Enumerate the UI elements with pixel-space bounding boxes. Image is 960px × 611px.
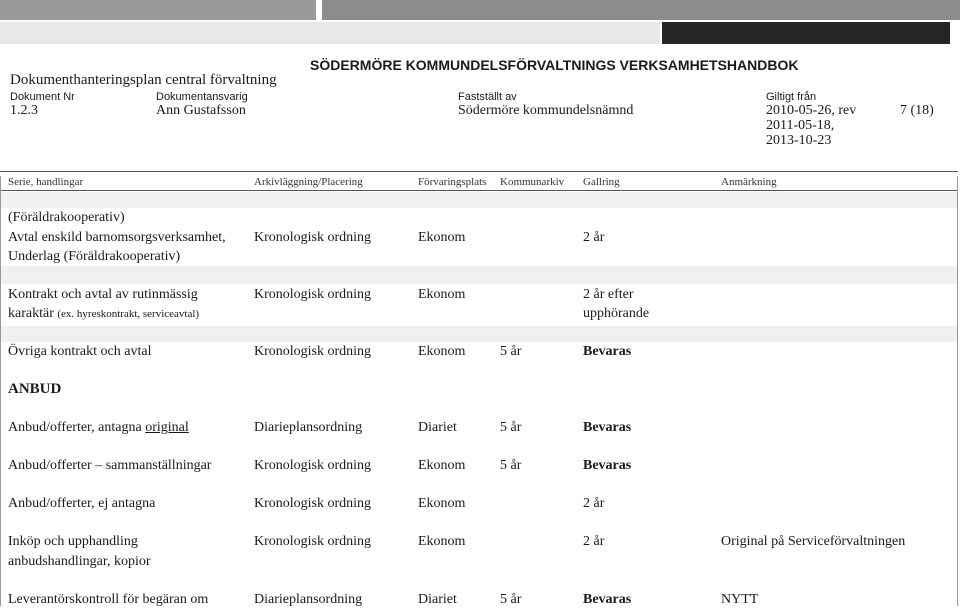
header-rule-top bbox=[0, 171, 958, 172]
doc-nr-label: Dokument Nr bbox=[10, 91, 75, 103]
row-series-line1: Kontrakt och avtal av rutinmässig bbox=[8, 287, 198, 302]
doc-title: Dokumenthanteringsplan central förvaltning bbox=[10, 72, 277, 88]
row-remark: Original på Serviceförvaltningen bbox=[721, 534, 906, 549]
row-filing: Kronologisk ordning bbox=[254, 344, 372, 359]
row-series: Övriga kontrakt och avtal bbox=[8, 344, 152, 359]
row-filing: Kronologisk ordning bbox=[254, 230, 372, 245]
org-title: SÖDERMÖRE KOMMUNDELSFÖRVALTNINGS VERKSAMHETSHANDBOK bbox=[310, 57, 799, 73]
row-storage: Diariet bbox=[418, 592, 457, 607]
col-header-remark: Anmärkning bbox=[721, 176, 777, 188]
row-archive: 5 år bbox=[500, 458, 522, 473]
row-disposal: Bevaras bbox=[583, 592, 632, 607]
valid-from-value-2: 2011-05-18, bbox=[766, 118, 835, 133]
valid-from-value-1: 2010-05-26, rev bbox=[766, 103, 857, 118]
row-disposal: 2 år bbox=[583, 230, 605, 245]
row-disposal: Bevaras bbox=[583, 344, 632, 359]
row-archive: 5 år bbox=[500, 420, 522, 435]
row-filing: Diarieplansordning bbox=[254, 592, 363, 607]
responsible-value: Ann Gustafsson bbox=[156, 103, 246, 118]
col-header-archive: Kommunarkiv bbox=[500, 176, 565, 188]
row-series-line2: anbudshandlingar, kopior bbox=[8, 554, 151, 569]
row-filing: Kronologisk ordning bbox=[254, 458, 372, 473]
top-bar-left bbox=[0, 0, 316, 20]
col-header-disposal: Gallring bbox=[583, 176, 620, 188]
doc-nr-value: 1.2.3 bbox=[10, 103, 38, 118]
table-edge-left bbox=[0, 176, 1, 606]
valid-from-value-3: 2013-10-23 bbox=[766, 133, 832, 148]
row-disposal-line2: upphörande bbox=[583, 306, 650, 321]
row-storage: Ekonom bbox=[418, 230, 466, 245]
row-band bbox=[0, 326, 958, 342]
row-archive: 5 år bbox=[500, 592, 522, 607]
row-band bbox=[0, 192, 958, 208]
row-disposal: Bevaras bbox=[583, 420, 632, 435]
row-disposal: 2 år bbox=[583, 496, 605, 511]
responsible-label: Dokumentansvarig bbox=[156, 91, 248, 103]
row-disposal: 2 år bbox=[583, 534, 605, 549]
row-archive: 5 år bbox=[500, 344, 522, 359]
row-series: Anbud/offerter, antagna original bbox=[8, 420, 189, 435]
row-filing: Kronologisk ordning bbox=[254, 534, 372, 549]
row-storage: Ekonom bbox=[418, 534, 466, 549]
top-bar-light bbox=[0, 22, 660, 44]
header-rule-bottom bbox=[0, 190, 958, 191]
col-header-filing: Arkivläggning/Placering bbox=[254, 176, 363, 188]
row-filing: Diarieplansordning bbox=[254, 420, 363, 435]
row-storage: Ekonom bbox=[418, 344, 466, 359]
page-number: 7 (18) bbox=[900, 103, 934, 118]
row-filing: Kronologisk ordning bbox=[254, 287, 372, 302]
row-series: Anbud/offerter, ej antagna bbox=[8, 496, 156, 511]
row-series: (Föräldrakooperativ) bbox=[8, 210, 125, 225]
row-series-line2: Underlag (Föräldrakooperativ) bbox=[8, 249, 181, 264]
top-bar-right bbox=[322, 0, 960, 20]
row-storage: Ekonom bbox=[418, 458, 466, 473]
row-disposal-line1: 2 år efter bbox=[583, 287, 634, 302]
row-series-line1: Inköp och upphandling bbox=[8, 534, 138, 549]
row-band bbox=[0, 266, 958, 284]
col-header-storage: Förvaringsplats bbox=[418, 176, 487, 188]
valid-from-label: Giltigt från bbox=[766, 91, 817, 103]
row-storage: Ekonom bbox=[418, 496, 466, 511]
top-bar-dark bbox=[662, 22, 950, 44]
row-series-line2: karaktär (ex. hyreskontrakt, serviceavtal) bbox=[8, 306, 200, 321]
col-header-series: Serie, handlingar bbox=[8, 176, 84, 188]
table-edge-right bbox=[957, 176, 958, 606]
row-series-line1: Avtal enskild barnomsorgsverksamhet, bbox=[8, 230, 226, 245]
row-series: Leverantörskontroll för begäran om bbox=[8, 592, 209, 607]
row-storage: Diariet bbox=[418, 420, 457, 435]
approved-by-label: Fastställt av bbox=[458, 91, 517, 103]
row-filing: Kronologisk ordning bbox=[254, 496, 372, 511]
row-remark: NYTT bbox=[721, 592, 759, 607]
row-series: Anbud/offerter – sammanställningar bbox=[8, 458, 212, 473]
section-heading: ANBUD bbox=[8, 381, 62, 397]
approved-by-value: Södermöre kommundelsnämnd bbox=[458, 103, 634, 118]
row-disposal: Bevaras bbox=[583, 458, 632, 473]
row-storage: Ekonom bbox=[418, 287, 466, 302]
